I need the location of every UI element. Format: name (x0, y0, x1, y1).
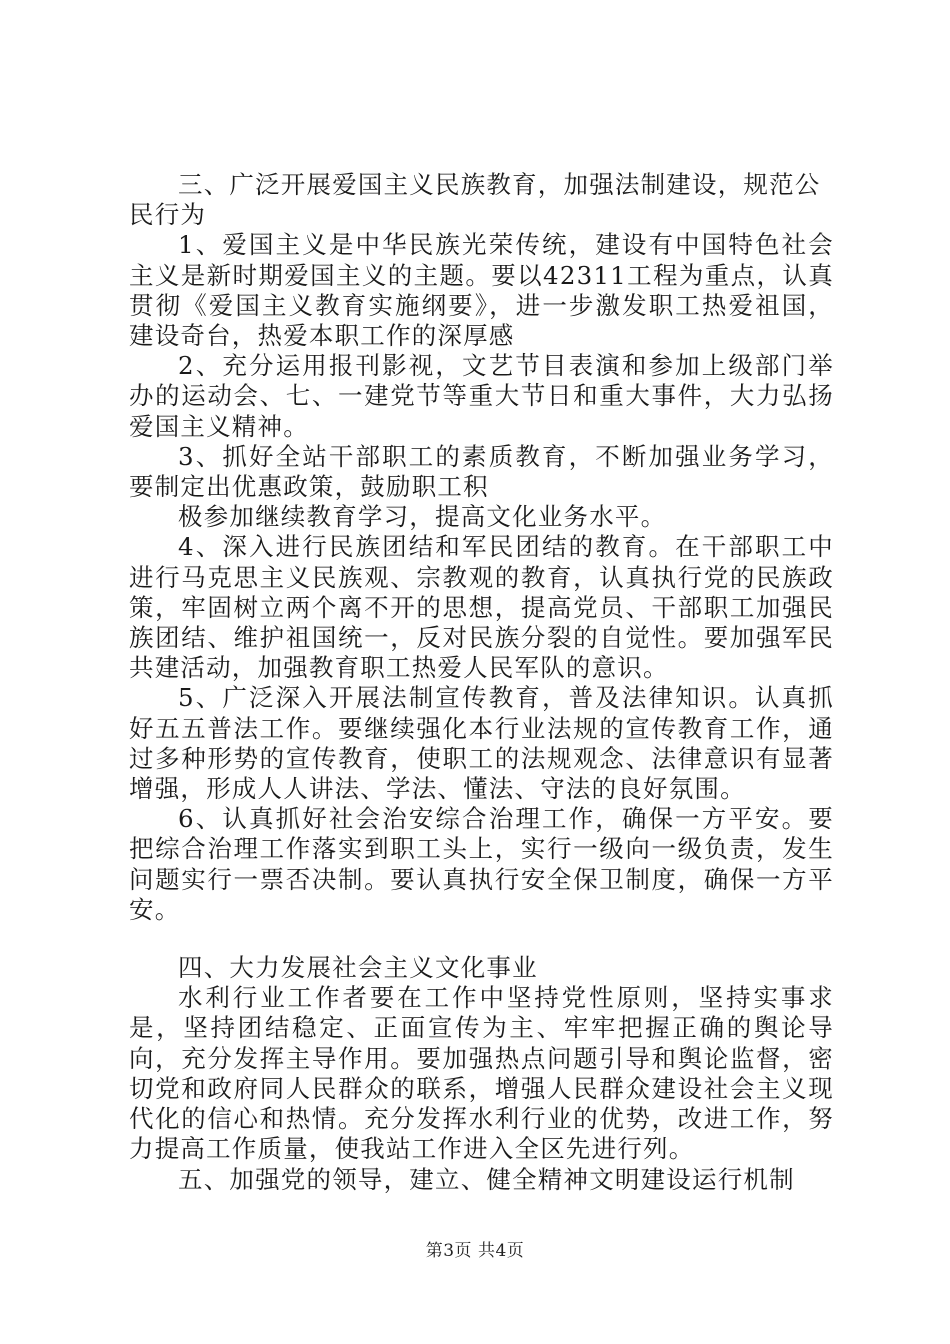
section-5-heading: 五、加强党的领导，建立、健全精神文明建设运行机制 (178, 1164, 795, 1194)
section-3-paragraph-6: 6、认真抓好社会治安综合治理工作，确保一方平安。要把综合治理工作落实到职工头上，实行一级向一级负责，发生问题实行一票否决制。要认真执行安全保卫制度，确保一方平安。 (129, 804, 834, 924)
page-number-footer: 第3页 共4页 (425, 1241, 525, 1261)
section-3-paragraph-3-continued: 极参加继续教育学习，提高文化业务水平。 (178, 502, 667, 532)
section-3-heading: 三、广泛开展爱国主义民族教育，加强法制建设，规范公民行为 (129, 170, 821, 230)
section-3-paragraph-1: 1、爱国主义是中华民族光荣传统，建设有中国特色社会主义是新时期爱国主义的主题。要以42311工程为重点，认真贯彻《爱国主义教育实施纲要》，进一步激发职工热爱祖国，建设奇台，热爱本职工作的深厚感 (129, 230, 834, 351)
document-body (129, 170, 834, 1195)
section-3-paragraph-3: 3、抓好全站干部职工的素质教育，不断加强业务学习，要制定出优惠政策，鼓励职工积 (129, 441, 834, 502)
section-3-paragraph-4: 4、深入进行民族团结和军民团结的教育。在干部职工中进行马克思主义民族观、宗教观的教育，认真执行党的民族政策，牢固树立两个离不开的思想，提高党员、干部职工加强民族团结、维护祖国统一，反对民族分裂的自觉性。要加强军民共建活动，加强教育职工热爱人民军队的意识。 (129, 532, 834, 683)
section-spacer (129, 925, 834, 953)
section-3-paragraph-5: 5、广泛深入开展法制宣传教育，普及法律知识。认真抓好五五普法工作。要继续强化本行业法规的宣传教育工作，通过多种形势的宣传教育，使职工的法规观念、法律意识有显著增强，形成人人讲法、学法、懂法、守法的良好氛围。 (129, 683, 834, 804)
section-4-heading: 四、大力发展社会主义文化事业 (178, 953, 538, 983)
section-3-paragraph-2: 2、充分运用报刊影视，文艺节目表演和参加上级部门举办的运动会、七、一建党节等重大节日和重大事件，大力弘扬爱国主义精神。 (129, 351, 834, 441)
section-4-paragraph-1: 水利行业工作者要在工作中坚持党性原则，坚持实事求是，坚持团结稳定、正面宣传为主、牢牢把握正确的舆论导向，充分发挥主导作用。要加强热点问题引导和舆论监督，密切党和政府同人民群众的联系，增强人民群众建设社会主义现代化的信心和热情。充分发挥水利行业的优势，改进工作，努力提高工作质量，使我站工作进入全区先进行列。 (129, 983, 834, 1164)
